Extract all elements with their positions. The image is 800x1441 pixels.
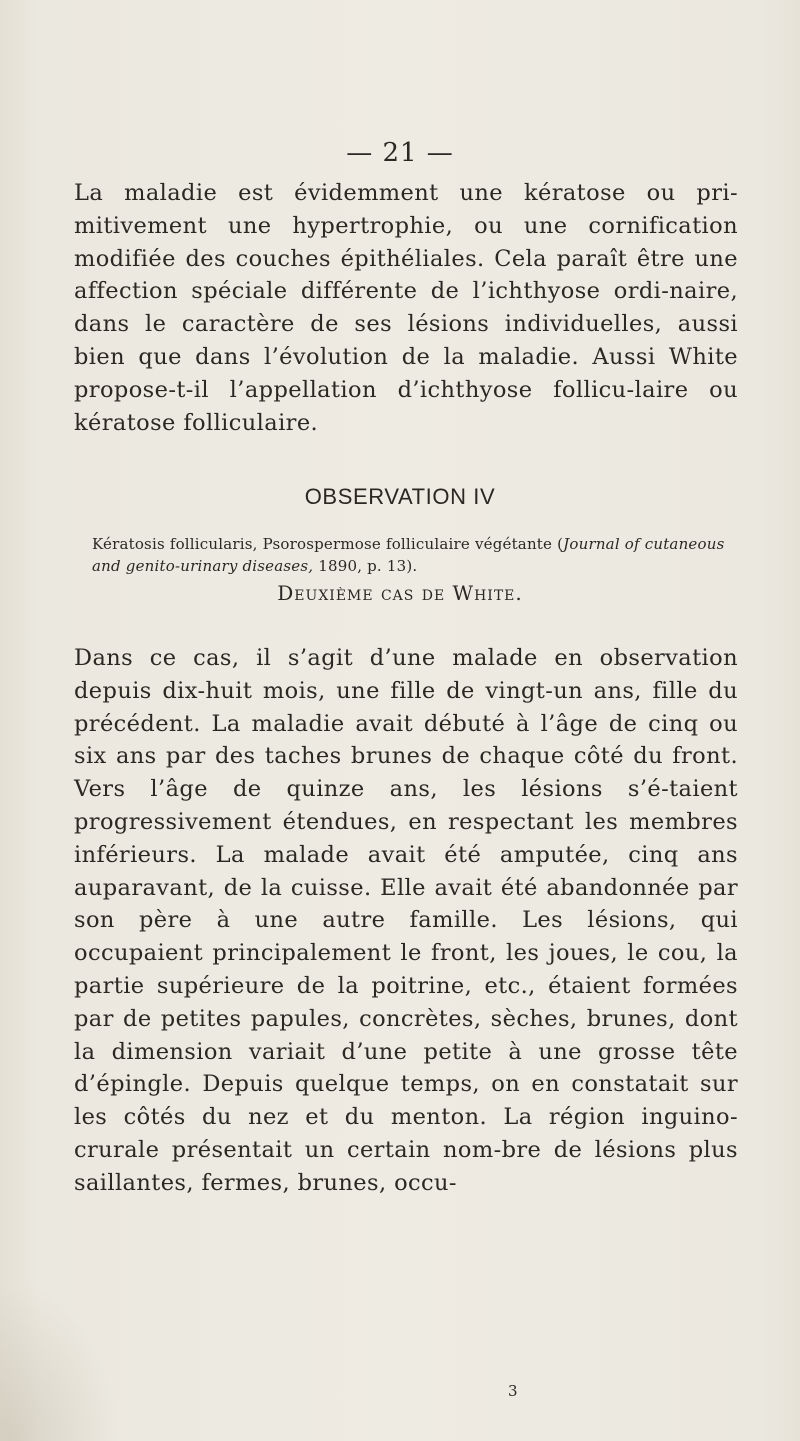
- paragraph-case: Dans ce cas, il s’agit d’une malade en observation depuis dix-huit mois, une fille de vingt-un ans, fille du précédent. La maladie avait débuté à l’âge de cinq ou six ans par des taches brunes de chaque côté du front. Vers l’âge de quinze ans, les lésions s’é-taient progressivement étendues, en respectant les membres inférieurs. La malade avait été amputée, cinq ans auparavant, de la cuisse. Elle avait été abandonnée par son père à une autre famille. Les lésions, qui occupaient principalement le front, les joues, le cou, la partie supérieure de la poitrine, etc., étaient formées par de petites papules, concrètes, sèches, brunes, dont la dimension variait d’une petite à une grosse tête d’épingle. Depuis quelque temps, on en constatait sur les côtés du nez et du menton. La région inguino-crurale présentait un certain nom-bre de lésions plus saillantes, fermes, brunes, occu-: [74, 645, 738, 1196]
- reference-journal: Journal of cutaneous and genito-urinary diseases,: [92, 535, 725, 575]
- paper-stain: [0, 1281, 120, 1441]
- sheet-signature: 3: [508, 1382, 518, 1400]
- reference-tail: 1890, p. 13).: [313, 557, 418, 575]
- reference-text: Kératosis follicularis, Psorospermose folliculaire végétante (: [92, 535, 564, 553]
- case-subtitle: Deuxième cas de White.: [277, 581, 523, 605]
- page-number: — 21 —: [346, 138, 454, 168]
- section-title: OBSERVATION IV: [304, 484, 496, 509]
- paragraph-intro: La maladie est évidemment une kératose ou pri-mitivement une hypertrophie, ou une cornification modifiée des couches épithéliales. Cela paraît être une affection spéciale différente de l’ichthyose ordi-naire, dans le caractère de ses lésions individuelles, aussi bien que dans l’évolution de la maladie. Aussi White propose-t-il l’appellation d’ichthyose follicu-laire ou kératose folliculaire.: [74, 180, 738, 436]
- bibliographic-reference: [92, 533, 742, 577]
